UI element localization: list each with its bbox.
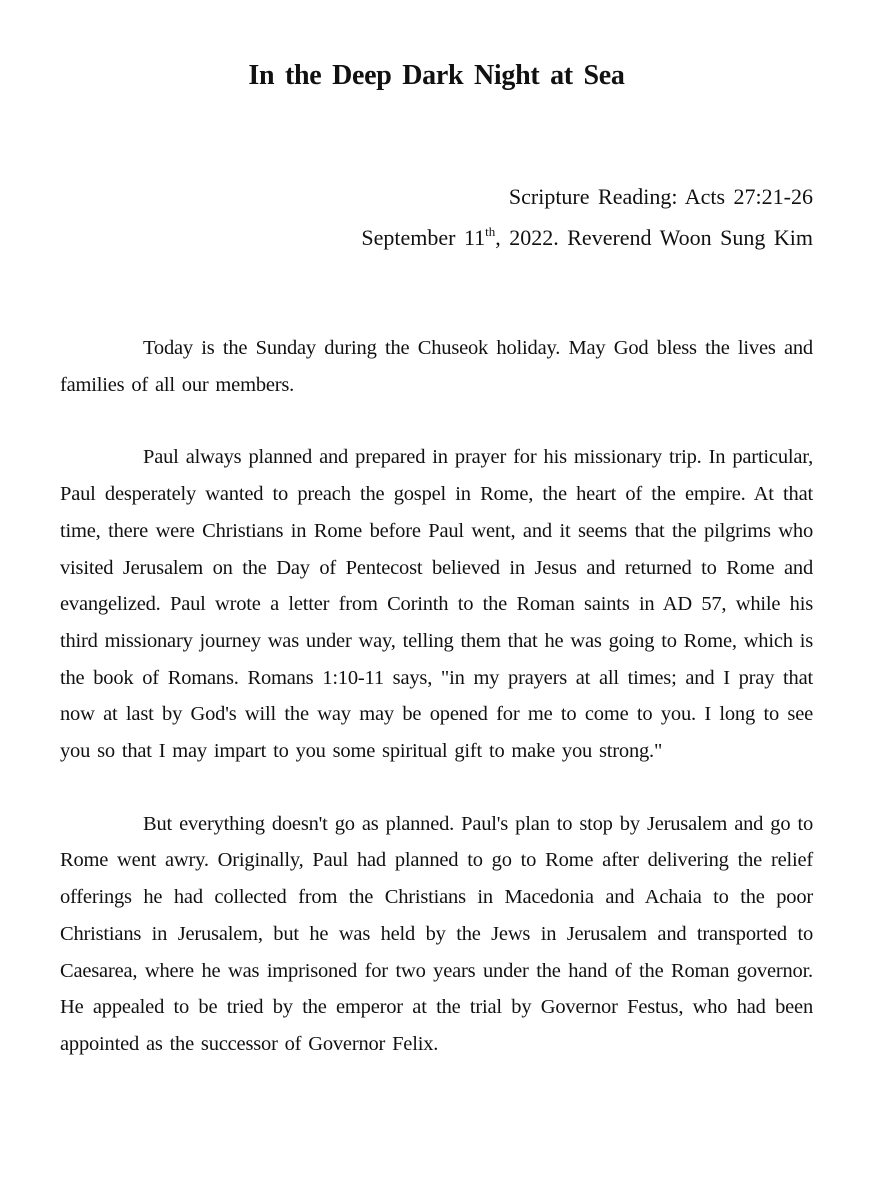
paragraph: But everything doesn't go as planned. Paul's plan to stop by Jerusalem and go to Rome went awry. Originally, Paul had planned to go to Rome after delivering the relief offerings he had collected from the Christians in Macedonia and Achaia to the poor Christians in Jerusalem, but he was held by the Jews in Jerusalem and transported to Caesarea, where he was imprisoned for two years under the hand of the Roman governor. He appealed to be tried by the emperor at the trial by Governor Festus, who had been appointed as the successor of Governor Felix. — [60, 812, 813, 1055]
date-superscript: th — [485, 224, 496, 239]
sermon-body — [60, 330, 813, 1063]
paragraph: Paul always planned and prepared in prayer for his missionary trip. In particular, Paul desperately wanted to preach the gospel in Rome, the heart of the empire. At that time, there were Christians in Rome before Paul went, and it seems that the pilgrims who visited Jerusalem on the Day of Pentecost believed in Jesus and returned to Rome and evangelized. Paul wrote a letter from Corinth to the Roman saints in AD 57, while his third missionary journey was under way, telling them that he was going to Rome, which is the book of Romans. Romans 1:10-11 says, "in my prayers at all times; and I pray that now at last by God's will the way may be opened for me to come to you. I long to see you so that I may impart to you some spiritual gift to make you strong." — [60, 446, 813, 763]
sermon-meta — [60, 176, 813, 258]
document-title: In the Deep Dark Night at Sea — [248, 60, 625, 91]
scripture-reading: Scripture Reading: Acts 27:21-26 — [508, 184, 813, 209]
date-prefix: September 11 — [361, 225, 486, 250]
paragraph: Today is the Sunday during the Chuseok holiday. May God bless the lives and families of all our members. — [60, 337, 813, 396]
date-suffix: , 2022. Reverend Woon Sung Kim — [495, 225, 813, 250]
sermon-date-line — [60, 217, 813, 258]
